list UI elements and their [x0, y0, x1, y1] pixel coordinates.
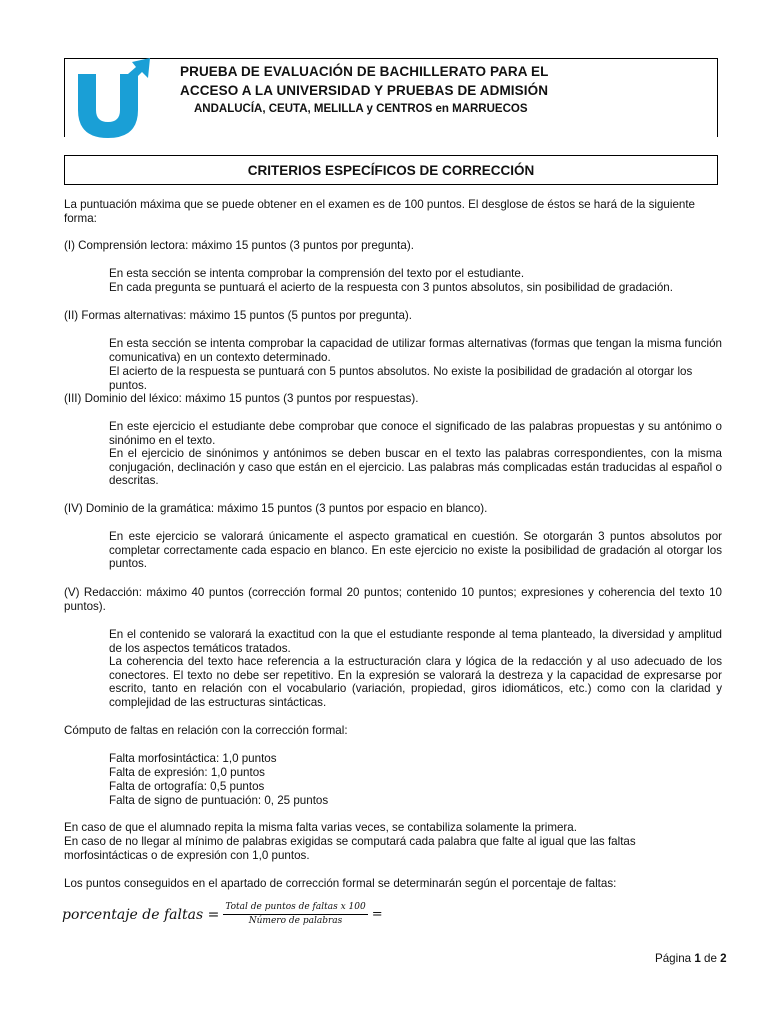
- page-total: 2: [720, 952, 727, 965]
- section-heading-2: (II) Formas alternativas: máximo 15 puntos (5 puntos por pregunta).: [64, 309, 412, 322]
- section-5-line-1: En el contenido se valorará la exactitud con la que el estudiante responde al tema planteado, la diversidad y amplitud de los aspectos temáticos tratados.: [109, 628, 722, 655]
- formula-lhs: porcentaje de faltas =: [62, 906, 220, 923]
- falta-item: Falta de ortografía: 0,5 puntos: [109, 780, 265, 793]
- falta-item: Falta morfosintáctica: 1,0 puntos: [109, 752, 277, 765]
- formula-numerator: Total de puntos de faltas x 100: [223, 902, 367, 915]
- header-title-line2: ACCESO A LA UNIVERSIDAD Y PRUEBAS DE ADMISIÓN: [180, 83, 549, 98]
- section-1-line-1: En esta sección se intenta comprobar la comprensión del texto por el estudiante.: [109, 267, 525, 280]
- section-5-line-2: La coherencia del texto hace referencia a la estructuración clara y lógica de la redacción y al uso adecuado de los conectores. El texto no debe ser repetitivo. En la expresión se valorará la destreza y la capacidad de expresarse por escrito, tanto en relación con el vocabulario (variación, propiedad, giros idiomáticos, etc.) como con la claridad y complejidad de las estructuras sintácticas.: [109, 655, 722, 709]
- formula-denominator: Número de palabras: [248, 916, 343, 926]
- falta-item: Falta de expresión: 1,0 puntos: [109, 766, 265, 779]
- section-heading-5: (V) Redacción: máximo 40 puntos (corrección formal 20 puntos; contenido 10 puntos; expresiones y coherencia del texto 10 puntos).: [64, 586, 722, 613]
- formula: [62, 902, 383, 927]
- note-percentage: Los puntos conseguidos en el apartado de corrección formal se determinarán según el porcentaje de faltas:: [64, 877, 617, 890]
- section-4-line-1: En este ejercicio se valorará únicamente el aspecto gramatical en cuestión. Se otorgarán 3 puntos absolutos por completar correctamente cada espacio en blanco. En este ejercicio no existe la posibilidad de gradación al otorgar los puntos.: [109, 530, 722, 570]
- section-3-line-2: En el ejercicio de sinónimos y antónimos se deben buscar en el texto las palabras correspondientes, con la misma conjugación, declinación y caso que están en el ejercicio. Las palabras más complicadas están traducidas al español o descritas.: [109, 447, 722, 487]
- falta-item: Falta de signo de puntuación: 0, 25 puntos: [109, 794, 329, 807]
- formula-equals: =: [371, 907, 383, 922]
- header-text: [180, 62, 600, 118]
- note-repeat: En caso de que el alumnado repita la misma falta varias veces, se contabiliza solamente la primera.: [64, 821, 577, 834]
- page-current: 1: [694, 952, 701, 965]
- section-3-line-1: En este ejercicio el estudiante debe comprobar que conoce el significado de las palabras propuestas y su antónimo o sinónimo en el texto.: [109, 420, 722, 447]
- header-subtitle: ANDALUCÍA, CEUTA, MELILLA y CENTROS en MARRUECOS: [194, 103, 528, 115]
- intro-paragraph: La puntuación máxima que se puede obtener en el examen es de 100 puntos. El desglose de éstos se hará de la siguiente forma:: [64, 198, 696, 225]
- section-heading-3: (III) Dominio del léxico: máximo 15 puntos (3 puntos por respuestas).: [64, 392, 419, 405]
- section-2-line-1: En esta sección se intenta comprobar la capacidad de utilizar formas alternativas (formas que tengan la misma función comunicativa) en un contexto determinado.: [109, 337, 722, 364]
- university-logo: [76, 58, 152, 138]
- section-2-line-2: El acierto de la respuesta se puntuará con 5 puntos absolutos. No existe la posibilidad de gradación al otorgar los puntos.: [109, 365, 693, 392]
- section-1-line-2: En cada pregunta se puntuará el acierto de la respuesta con 3 puntos absolutos, sin posibilidad de gradación.: [109, 281, 673, 294]
- page-label: Página: [655, 952, 692, 965]
- section-title: CRITERIOS ESPECÍFICOS DE CORRECCIÓN: [247, 162, 535, 178]
- formula-fraction: [223, 902, 367, 927]
- section-heading-4: (IV) Dominio de la gramática: máximo 15 puntos (3 puntos por espacio en blanco).: [64, 502, 488, 515]
- faltas-heading: Cómputo de faltas en relación con la corrección formal:: [64, 724, 348, 737]
- note-minimum-line2: morfosintácticas o de expresión con 1,0 puntos.: [64, 849, 310, 862]
- page-of: de: [704, 952, 717, 965]
- note-minimum-line1: En caso de no llegar al mínimo de palabras exigidas se computará cada palabra que falte al igual que las faltas: [64, 835, 636, 848]
- section-heading-1: (I) Comprensión lectora: máximo 15 puntos (3 puntos por pregunta).: [64, 239, 414, 252]
- header-title-line1: PRUEBA DE EVALUACIÓN DE BACHILLERATO PARA EL: [180, 64, 549, 79]
- section-title-box: [64, 155, 718, 185]
- page-number: [655, 952, 727, 965]
